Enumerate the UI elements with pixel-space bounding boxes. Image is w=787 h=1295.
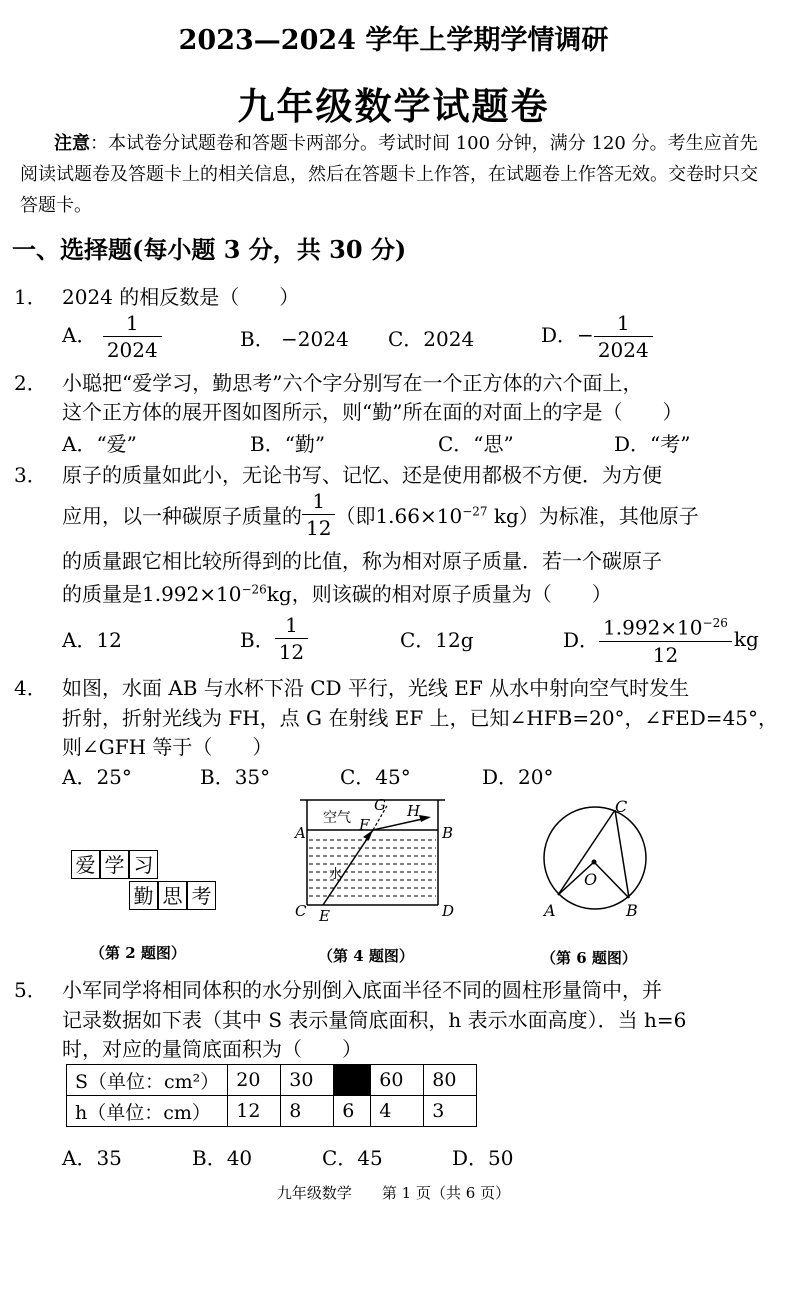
q3-d-num-base: 1.992×10 — [603, 615, 703, 640]
q3-b-numerator: 1 — [275, 612, 308, 639]
q1-a-denominator: 2024 — [106, 338, 158, 362]
notice-text: ：本试卷分试题卷和答题卡两部分。考试时间 100 分钟，满分 120 分。考生应首先阅读试题卷及答题卡上的相关信息，然后在答题卡上作答，在试题卷上作答无效。交卷时只交答题卡。 — [20, 133, 758, 216]
q3-fraction-den: 12 — [306, 516, 332, 540]
table-cell: 3 — [424, 1096, 477, 1127]
q2-option-c: C．“思” — [438, 432, 514, 456]
q3-fraction-num: 1 — [302, 488, 335, 515]
table-cell: 4 — [371, 1096, 424, 1127]
fig4-label-g: G — [374, 796, 386, 814]
fig6-label-o: O — [584, 870, 598, 889]
q3-option-a: A．12 — [62, 628, 122, 652]
q3-option-c: C．12g — [400, 628, 474, 652]
q1-option-b: B． −2024 — [240, 327, 349, 351]
q1-d-denominator: 2024 — [597, 338, 649, 362]
q1-option-a — [62, 310, 162, 363]
table-cell: 30 — [281, 1065, 334, 1096]
q5-line1: 小军同学将相同体积的水分别倒入底面半径不同的圆柱形量筒中，并 — [62, 978, 662, 1002]
q3-line4-exp: −26 — [241, 582, 267, 597]
section-title: 一、选择题(每小题 3 分，共 30 分) — [12, 235, 407, 264]
q4-line2: 折射，折射光线为 FH，点 G 在射线 EF 上，已知∠HFB=20°，∠FED=45°， — [62, 706, 779, 730]
ray-fh-arrow — [419, 815, 431, 822]
exam-subtitle: 九年级数学试题卷 — [237, 84, 550, 128]
fig4-water-label: 水 — [329, 867, 343, 882]
q3-option-d — [563, 610, 759, 668]
q2-option-b: B．“勤” — [250, 432, 326, 456]
table-cell: 20 — [228, 1065, 281, 1096]
q3-mass-exp: −27 — [462, 504, 488, 519]
q3-d-unit: kg — [733, 626, 759, 651]
q1-a-fraction — [103, 310, 162, 363]
cube-face-ai: 爱 — [71, 850, 100, 879]
q3-d-label: D． — [563, 628, 600, 653]
q1-d-label: D． — [541, 323, 578, 347]
q3-option-b — [240, 612, 308, 665]
q5-number: 5． — [14, 978, 47, 1002]
fig4-diagram — [285, 790, 460, 925]
q4-option-a: A．25° — [62, 765, 132, 789]
fig6-diagram — [530, 792, 660, 927]
q4-option-d: D．20° — [482, 765, 554, 789]
fig4-label-a: A — [295, 824, 306, 842]
table-cell-blacked — [334, 1065, 371, 1096]
q3-fraction — [302, 488, 335, 541]
q3-line2 — [62, 488, 699, 541]
fig6-label-c: C — [615, 797, 628, 816]
q1-d-sign: − — [577, 323, 594, 347]
q1-a-numerator: 1 — [103, 310, 162, 337]
table-cell: 80 — [424, 1065, 477, 1096]
q2-option-a: A．“爱” — [62, 432, 137, 456]
q2-option-d: D．“考” — [614, 432, 691, 456]
q3-b-denominator: 12 — [278, 640, 305, 664]
fig4-label-d: D — [442, 902, 455, 920]
q3-d-numerator — [599, 610, 732, 642]
fig4-label-b: B — [442, 824, 454, 842]
q4-number: 4． — [14, 676, 47, 700]
q1-number: 1． — [14, 285, 47, 309]
q1-d-numerator: 1 — [594, 310, 653, 337]
q3-line4 — [62, 578, 612, 607]
cube-face-kao: 考 — [187, 881, 216, 910]
q2-number: 2． — [14, 371, 47, 395]
q5-option-d: D．50 — [452, 1146, 514, 1170]
q3-d-denominator: 12 — [652, 642, 679, 667]
table-cell: 60 — [371, 1065, 424, 1096]
fig6-caption: （第 6 题图） — [541, 949, 637, 967]
q3-d-num-exp: −26 — [702, 616, 728, 630]
q5-line2: 记录数据如下表（其中 S 表示量筒底面积，h 表示水面高度）．当 h=6 — [62, 1008, 687, 1032]
q3-mass-unit: kg — [487, 504, 519, 528]
fig6-label-a: A — [544, 901, 556, 920]
q5-line3: 时，对应的量筒底面积为（ ） — [62, 1037, 362, 1061]
fig4-label-f: F — [359, 816, 370, 834]
q3-line4-post: kg，则该碳的相对原子质量为（ ） — [266, 582, 612, 606]
fig6-label-b: B — [626, 901, 638, 920]
q4-line3: 则∠GFH 等于（ ） — [62, 735, 273, 759]
q3-b-label: B． — [240, 628, 275, 652]
q2-line1: 小聪把“爱学习，勤思考”六个字分别写在一个正方体的六个面上， — [62, 371, 643, 395]
q2-line2: 这个正方体的展开图如图所示，则“勤”所在面的对面上的字是（ ） — [62, 400, 683, 424]
cube-face-qin: 勤 — [129, 881, 158, 910]
table-head-h: h（单位：cm） — [67, 1096, 228, 1127]
q3-line4-base: 1.992×10 — [142, 582, 242, 606]
q5-option-b: B．40 — [192, 1146, 253, 1170]
q3-line3: 的质量跟它相比较所得到的比值，称为相对原子质量．若一个碳原子 — [62, 549, 662, 573]
q1-a-label: A． — [62, 323, 97, 347]
fig4-air-label: 空气 — [323, 810, 351, 826]
fig4-caption: （第 4 题图） — [318, 947, 414, 965]
q3-b-fraction — [275, 612, 308, 665]
q1-option-c: C．2024 — [388, 327, 475, 351]
q4-line1: 如图，水面 AB 与水杯下沿 CD 平行，光线 EF 从水中射向空气时发生 — [62, 676, 690, 700]
fig4-label-h: H — [407, 802, 421, 820]
q1-stem: 2024 的相反数是（ ） — [62, 285, 300, 309]
q3-mass — [335, 500, 698, 529]
q3-line1: 原子的质量如此小，无论书写、记忆、还是使用都极不方便．为方便 — [62, 463, 662, 487]
table-row — [67, 1065, 477, 1096]
q3-mass-base: 1.66×10 — [375, 504, 463, 528]
q4-option-c: C．45° — [340, 765, 411, 789]
q3-number: 3． — [14, 463, 47, 487]
q3-d-fraction — [599, 610, 732, 668]
q1-d-fraction — [594, 310, 653, 363]
table-cell: 12 — [228, 1096, 281, 1127]
exam-title: 2023—2024 学年上学期学情调研 — [178, 25, 609, 56]
q3-line2-post: ）为标准，其他原子 — [518, 504, 699, 528]
page-footer: 九年级数学 第 1 页（共 6 页） — [276, 1184, 511, 1202]
q1-option-d — [541, 310, 653, 363]
cube-face-xi: 习 — [129, 850, 158, 879]
q3-line2-mid: （即 — [335, 504, 376, 528]
notice-label: 注意 — [54, 133, 90, 154]
notice-paragraph — [20, 128, 772, 221]
fig4-label-e: E — [319, 907, 330, 925]
q3-line2-pre: 应用，以一种碳原子质量的 — [62, 504, 302, 528]
cube-face-xue: 学 — [100, 850, 129, 879]
q3-line4-pre: 的质量是 — [62, 582, 142, 606]
fig4-label-c: C — [295, 902, 307, 920]
table-row — [67, 1096, 477, 1127]
cube-face-si: 思 — [158, 881, 187, 910]
fig2-caption: （第 2 题图） — [90, 944, 186, 962]
q5-option-c: C．45 — [322, 1146, 383, 1170]
table-head-s: S（单位：cm²） — [67, 1065, 228, 1096]
q4-option-b: B．35° — [200, 765, 271, 789]
q5-data-table — [66, 1064, 477, 1127]
table-cell: 8 — [281, 1096, 334, 1127]
table-cell: 6 — [334, 1096, 371, 1127]
q5-option-a: A．35 — [62, 1146, 122, 1170]
center-point — [592, 860, 597, 865]
